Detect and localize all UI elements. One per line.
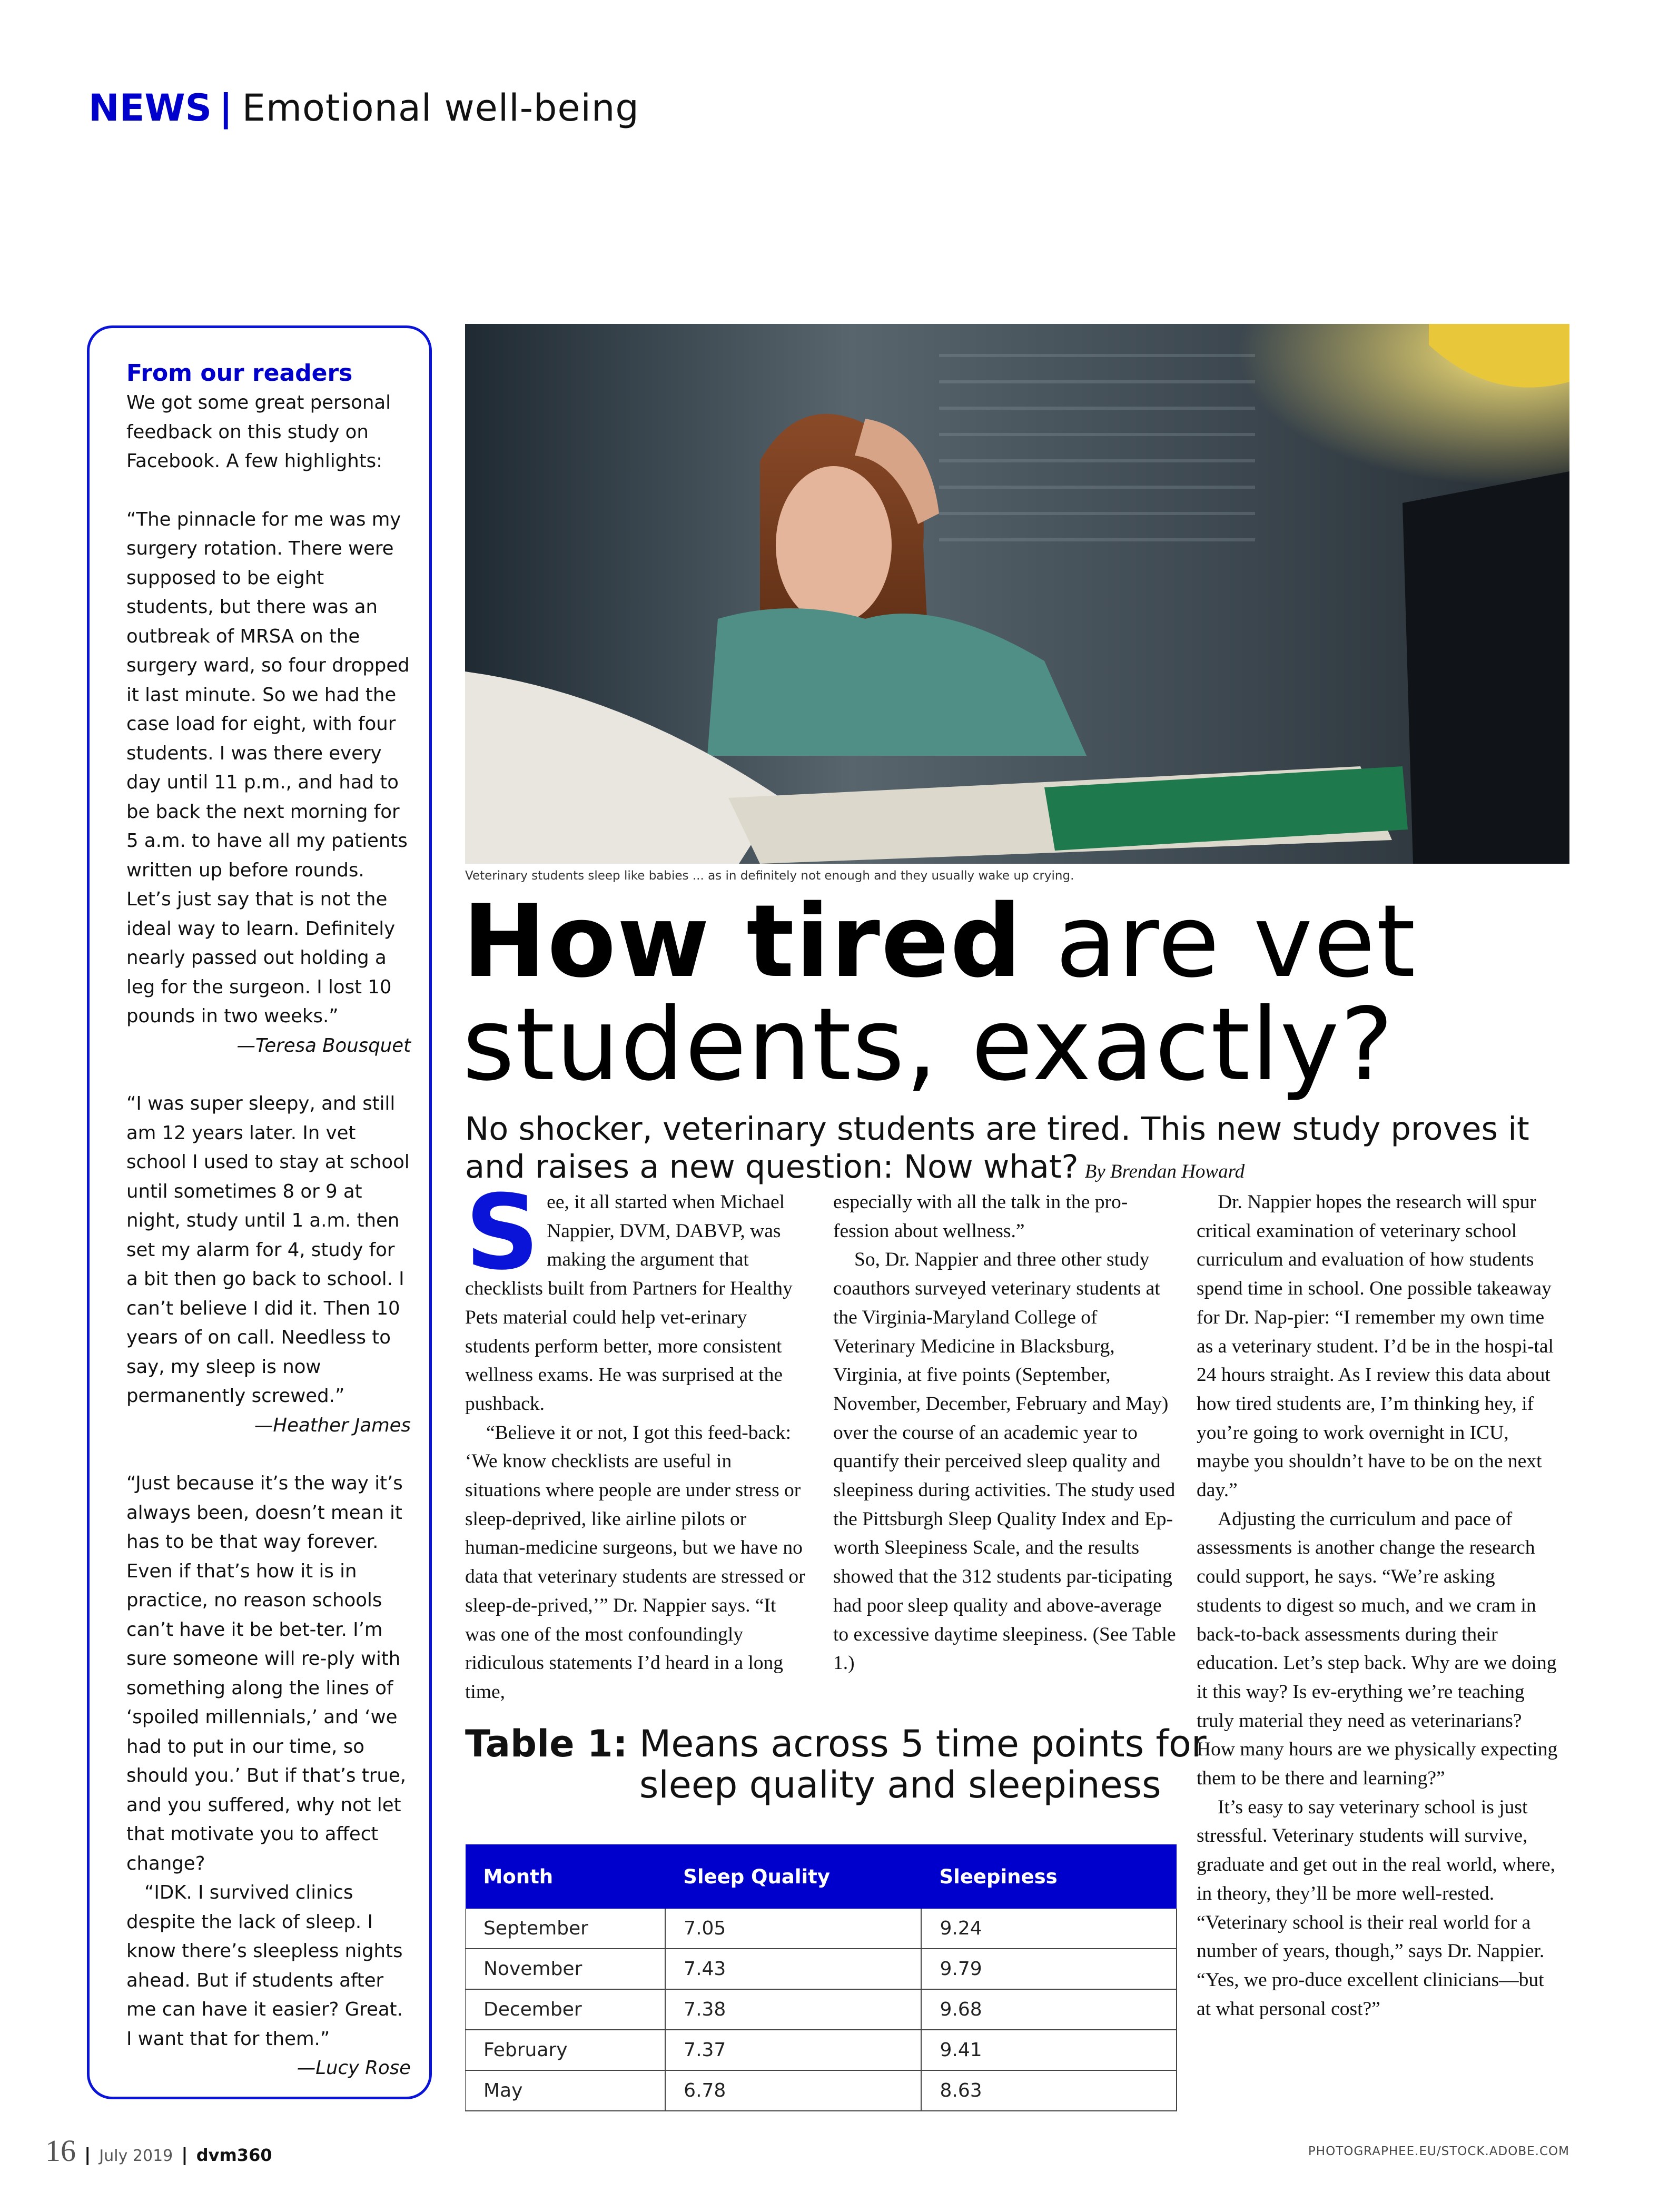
article-paragraph: ee, it all started when Michael Nappier, DVM, DABVP, was making the argument that checklists built from Partners for Healthy Pets material could help vet-erinary students perform better, more consistent wellness exams. He was surprised at the pushback. bbox=[465, 1191, 793, 1415]
table-title bbox=[465, 1723, 1261, 1805]
sidebar-title: From our readers bbox=[126, 360, 353, 387]
cell-month: November bbox=[466, 1949, 666, 1989]
sleep-means-table bbox=[465, 1844, 1177, 2111]
header-separator: | bbox=[219, 86, 233, 130]
table-row bbox=[466, 2070, 1177, 2111]
reader-quote-continuation: “IDK. I survived clinics despite the lack of sleep. I know there’s sleepless nights ahead. But if students after me can have it easier? Great. I want that for them.” bbox=[126, 1882, 403, 2050]
footer-separator: | bbox=[181, 2145, 188, 2166]
quote-author: —Teresa Bousquet bbox=[236, 1034, 411, 1056]
headline-bold: How tired bbox=[462, 883, 1023, 1000]
issue-date: July 2019 bbox=[99, 2147, 173, 2165]
article-column-3 bbox=[1197, 1188, 1560, 2023]
dek-text: No shocker, veterinary students are tired. This new study proves it and raises a new question: Now what? bbox=[465, 1111, 1529, 1186]
headline-line2: students, exactly? bbox=[462, 986, 1395, 1103]
cell-sleep-quality: 7.37 bbox=[665, 2030, 921, 2070]
article-headline bbox=[462, 883, 1417, 1103]
photo-credit: PHOTOGRAPHEE.EU/STOCK.ADOBE.COM bbox=[1308, 2145, 1569, 2158]
drop-cap: S bbox=[465, 1173, 540, 1293]
cell-sleepiness: 8.63 bbox=[921, 2070, 1177, 2111]
article-paragraph: “Believe it or not, I got this feed-back: ‘We know checklists are useful in situations where people are under stress or sleep-deprived, like airline pilots or human-medicine surgeons, but we have no data that veterinary students are stressed or sleep-de-prived,’” Dr. Nappier says. “It was one of the most confoundingly ridiculous statements I’d heard in a long time, bbox=[465, 1421, 805, 1703]
article-paragraph: especially with all the talk in the pro-fession about wellness.” bbox=[833, 1191, 1128, 1242]
quote-author: —Lucy Rose bbox=[297, 2057, 411, 2079]
cell-sleepiness: 9.79 bbox=[921, 1949, 1177, 1989]
table-title-label: Table 1: bbox=[465, 1722, 628, 1765]
reader-quote: “Just because it’s the way it’s always been, doesn’t mean it has to be that way forever. Even if that’s how it is in practice, no reason schools can’t have it be bet-ter. I’m sure someone will re-ply with something along the lines of ‘spoiled millennials,’ and ‘we had to put in our time, so should you.’ But if that’s true, and you suffered, why not let that motivate you to affect change? bbox=[126, 1473, 406, 1874]
cell-month: February bbox=[466, 2030, 666, 2070]
byline: By Brendan Howard bbox=[1084, 1161, 1245, 1182]
quote-author: —Heather James bbox=[254, 1414, 411, 1436]
cell-sleep-quality: 6.78 bbox=[665, 2070, 921, 2111]
photo-student-sleeping-icon bbox=[465, 324, 1569, 864]
cell-sleep-quality: 7.05 bbox=[665, 1909, 921, 1949]
table-row bbox=[466, 2030, 1177, 2070]
article-dek bbox=[465, 1110, 1582, 1191]
column-header-month: Month bbox=[466, 1844, 666, 1909]
page-number: 16 bbox=[45, 2134, 76, 2168]
cell-sleepiness: 9.24 bbox=[921, 1909, 1177, 1949]
headline-line1-rest: are vet bbox=[1055, 883, 1417, 1000]
cell-sleep-quality: 7.38 bbox=[665, 1989, 921, 2030]
reader-quote: “I was super sleepy, and still am 12 years later. In vet school I used to stay at school until sometimes 8 or 9 at night, study until 1 a.m. then set my alarm for 4, study for a bit then go back to school. I can’t believe I did it. Then 10 years of on call. Needless to say, my sleep is now permanently screwed.” bbox=[126, 1093, 410, 1407]
cell-sleepiness: 9.68 bbox=[921, 1989, 1177, 2030]
table-header-row bbox=[466, 1844, 1177, 1909]
photo-caption: Veterinary students sleep like babies ... as in definitely not enough and they usually wake up crying. bbox=[465, 869, 1074, 883]
cell-sleep-quality: 7.43 bbox=[665, 1949, 921, 1989]
article-paragraph: It’s easy to say veterinary school is just stressful. Veterinary students will survive, graduate and get out in the real world, where, in theory, they’ll be more well-rested. “Veterinary school is their real world for a number of years, though,” says Dr. Nappier. “Yes, we pro-duce excellent clinicians—but at what personal cost?” bbox=[1197, 1796, 1555, 2020]
column-header-sleepiness: Sleepiness bbox=[921, 1844, 1177, 1909]
table-row bbox=[466, 1949, 1177, 1989]
cell-month: September bbox=[466, 1909, 666, 1949]
readers-sidebar bbox=[87, 325, 432, 2099]
cell-sleepiness: 9.41 bbox=[921, 2030, 1177, 2070]
column-header-sleep-quality: Sleep Quality bbox=[665, 1844, 921, 1909]
table-row bbox=[466, 1989, 1177, 2030]
article-paragraph: So, Dr. Nappier and three other study coauthors surveyed veterinary students at the Virginia-Maryland College of Veterinary Medicine in Blacksburg, Virginia, at five points (September, November, December, February and May) over the course of an academic year to quantify their perceived sleep quality and sleepiness during activities. The study used the Pittsburgh Sleep Quality Index and Ep-worth Sleepiness Scale, and the results showed that the 312 students par-ticipating had poor sleep quality and above-average to excessive daytime sleepiness. (See Table 1.) bbox=[833, 1249, 1176, 1674]
article-column-2 bbox=[833, 1188, 1181, 1678]
sidebar-intro: We got some great personal feedback on this study on Facebook. A few highlights: bbox=[126, 392, 391, 472]
article-paragraph: Dr. Nappier hopes the research will spur critical examination of veterinary school curriculum and evaluation of how students spend time in school. One possible takeaway for Dr. Nap-pier: “I remember my own time as a veterinary student. I’d be in the hospi-tal 24 hours straight. As I review this data about how tired students are, I’m thinking hey, if you’re going to work overnight in ICU, maybe you shouldn’t have to be on the next day.” bbox=[1197, 1191, 1554, 1502]
footer-separator: | bbox=[84, 2145, 91, 2166]
publication-name: dvm360 bbox=[196, 2145, 272, 2165]
table-title-text: Means across 5 time points for sleep quality and sleepiness bbox=[639, 1722, 1207, 1806]
article-paragraph: Adjusting the curriculum and pace of assessments is another change the research could support, he says. “We’re asking students to digest so much, and we cram in back-to-back assessments during their education. Let’s step back. Why are we doing it this way? Is ev-erything we’re teaching truly material they need as veterinarians? How many hours are we physically expecting them to be there and learning?” bbox=[1197, 1508, 1558, 1790]
table-row bbox=[466, 1909, 1177, 1949]
section-kicker: NEWS bbox=[88, 86, 212, 130]
page-footer bbox=[45, 2133, 272, 2168]
cell-month: May bbox=[466, 2070, 666, 2111]
reader-quote: “The pinnacle for me was my surgery rotation. There were supposed to be eight students, but there was an outbreak of MRSA on the surgery ward, so four dropped it last minute. So we had the case load for eight, with four students. I was there every day until 11 p.m., and had to be back the next morning for 5 a.m. to have all my patients written up before rounds. Let’s just say that is not the ideal way to learn. Definitely nearly passed out holding a leg for the surgeon. I lost 10 pounds in two weeks.” bbox=[126, 508, 410, 1027]
cell-month: December bbox=[466, 1989, 666, 2030]
article-photo bbox=[465, 324, 1569, 864]
section-topic: Emotional well-being bbox=[242, 86, 639, 130]
article-column-1 bbox=[465, 1173, 810, 1707]
section-header bbox=[88, 86, 639, 130]
